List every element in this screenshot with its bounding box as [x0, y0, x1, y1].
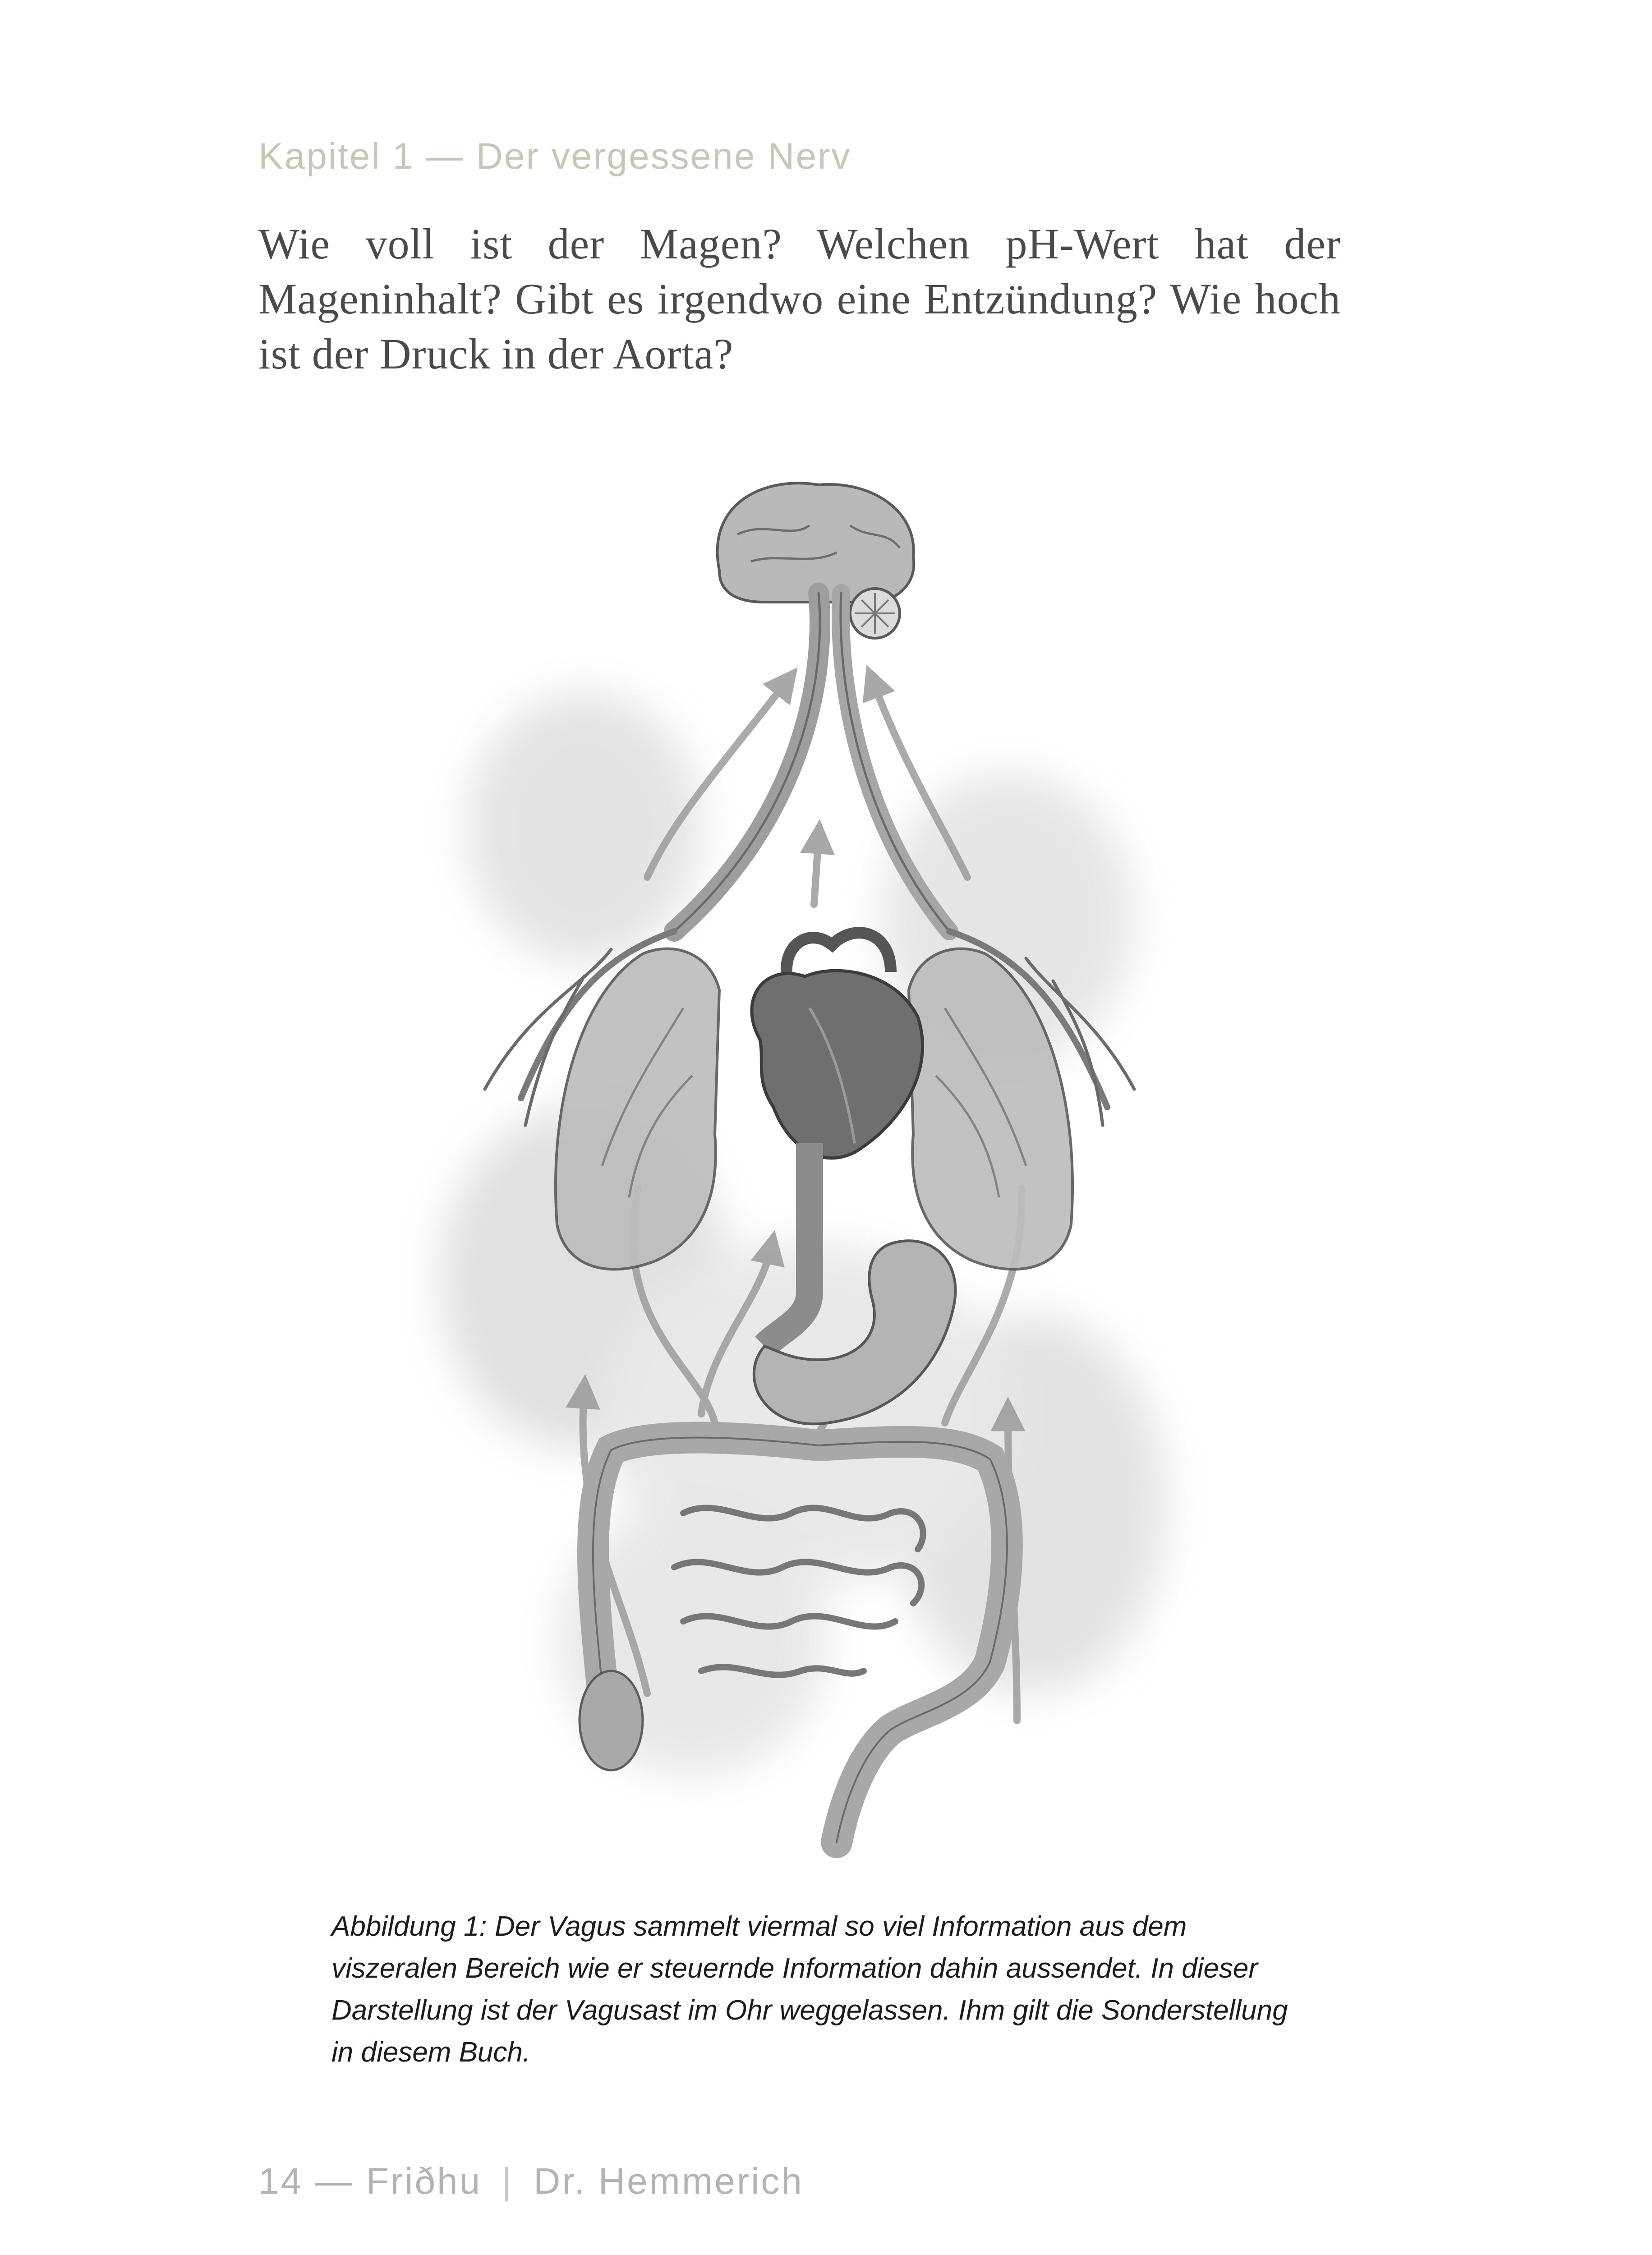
anatomy-illustration: [331, 422, 1270, 1883]
body-paragraph: Wie voll ist der Magen? Welchen pH-Wert hat der Mageninhalt? Gibt es irgendwo eine Entzündung? Wie hoch ist der Druck in der Aorta?: [258, 220, 1341, 378]
author-name: Dr. Hemmerich: [534, 2161, 804, 2202]
page-number: 14: [258, 2161, 304, 2202]
footer-separator: |: [502, 2161, 514, 2202]
footer-dash: —: [315, 2161, 354, 2202]
figure-caption: Abbildung 1: Der Vagus sammelt viermal so viel Information aus dem viszeralen Bereich wie er steuernde Information dahin aussendet. In dieser Darstellung ist der Vagusast im Ohr weggelassen. Ihm gilt die Sonderstellung in diesem Buch.: [331, 1911, 1288, 2068]
book-title: Friðhu: [366, 2161, 482, 2202]
running-head: Kapitel 1 — Der vergessene Nerv: [258, 136, 851, 177]
page-footer: [258, 2160, 804, 2203]
